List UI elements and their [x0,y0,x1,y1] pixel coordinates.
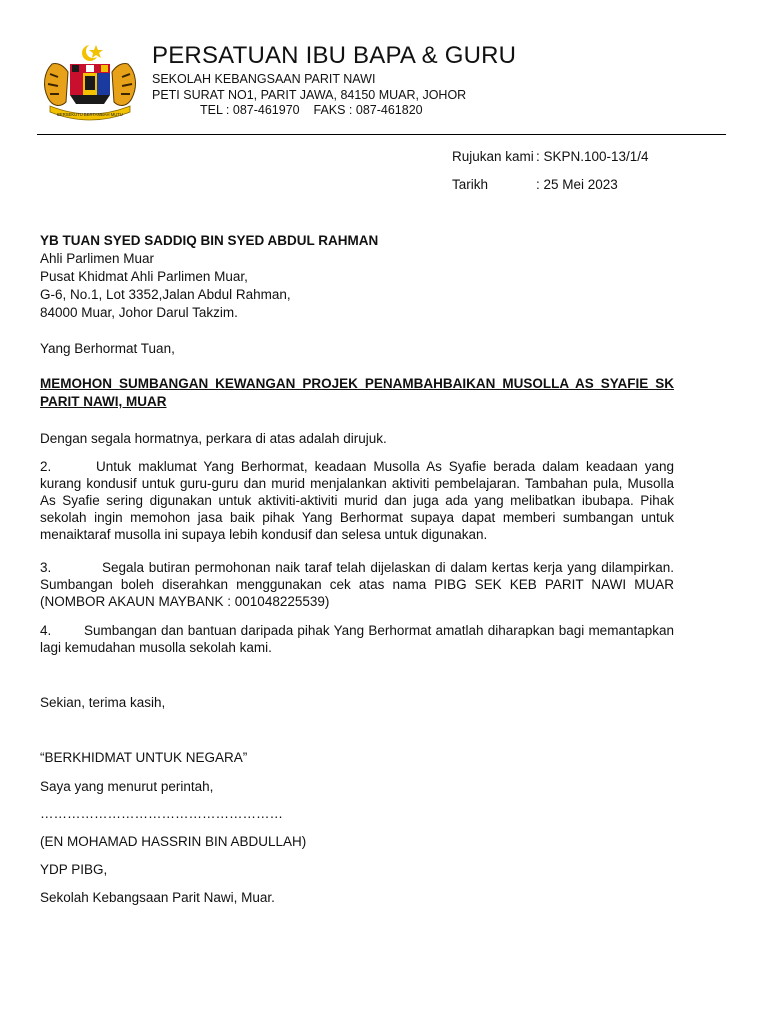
salutation: Yang Berhormat Tuan, [40,341,175,356]
paragraph-number: 3. [40,560,52,575]
reference-label: Rujukan kami [452,149,534,164]
paragraph-text: Untuk maklumat Yang Berhormat, keadaan Musolla As Syafie berada dalam keadaan yang kurang kondusif untuk guru-guru dan murid menjalankan aktiviti pembelajaran. Tambahan pula, Musolla As Syafie sering digunakan untuk aktiviti-aktiviti murid dan juga ada yang melibatkan ibubapa. Pihak sekolah ingin memohon jasa baik pihak Yang Berhormat supaya dapat memberi sumbangan untuk menaiktaraf musolla ini supaya lebih kondusif dan selesa untuk digunakan. [40,459,674,542]
paragraph-text: Segala butiran permohonan naik taraf telah dijelaskan di dalam kertas kerja yang dilampirkan. Sumbangan boleh diserahkan menggunakan cek atas nama PIBG SEK KEB PARIT NAWI MUAR (NOMBOR AKAUN MAYBANK : 001048225539) [40,560,674,609]
reference-value: : SKPN.100-13/1/4 [536,149,649,164]
body-paragraph [40,559,674,610]
body-paragraph [40,458,674,543]
closing-motto: “BERKHIDMAT UNTUK NEGARA” [40,750,248,765]
opening-line: Dengan segala hormatnya, perkara di atas adalah dirujuk. [40,431,387,446]
recipient-name: YB TUAN SYED SADDIQ BIN SYED ABDUL RAHMAN [40,233,379,248]
body-paragraph [40,622,674,656]
school-address: PETI SURAT NO1, PARIT JAWA, 84150 MUAR, JOHOR [152,88,467,102]
recipient-line: 84000 Muar, Johor Darul Takzim. [40,305,238,320]
paragraph-number: 2. [40,459,52,474]
school-contact: TEL : 087-461970 FAKS : 087-461820 [200,103,423,117]
signer-name: (EN MOHAMAD HASSRIN BIN ABDULLAH) [40,834,307,849]
signer-organisation: Sekolah Kebangsaan Parit Nawi, Muar. [40,890,275,905]
signature-line: ……………………………………………… [40,806,283,821]
svg-text:BERSEKUTU BERTAMBAH MUTU: BERSEKUTU BERTAMBAH MUTU [57,112,123,117]
date-value: : 25 Mei 2023 [536,177,618,192]
header-divider [37,134,726,135]
paragraph-text: Sumbangan dan bantuan daripada pihak Yang Berhormat amatlah diharapkan bagi memantapkan lagi kemudahan musolla sekolah kami. [40,623,674,655]
date-row [452,177,618,192]
org-name: PERSATUAN IBU BAPA & GURU [152,42,517,69]
paragraph-number: 4. [40,623,52,638]
school-name: SEKOLAH KEBANGSAAN PARIT NAWI [152,72,376,86]
recipient-line: Pusat Khidmat Ahli Parlimen Muar, [40,269,248,284]
recipient-line: G-6, No.1, Lot 3352,Jalan Abdul Rahman, [40,287,291,302]
sign-off: Saya yang menurut perintah, [40,779,214,794]
reference-row [452,149,649,164]
malaysia-coat-of-arms-icon [38,42,142,122]
signer-position: YDP PIBG, [40,862,108,877]
closing-thanks: Sekian, terima kasih, [40,695,166,710]
date-label: Tarikh [452,177,489,192]
letter-subject: MEMOHON SUMBANGAN KEWANGAN PROJEK PENAMBAHBAIKAN MUSOLLA AS SYAFIE SK PARIT NAWI, MUAR [40,376,674,409]
recipient-line: Ahli Parlimen Muar [40,251,155,266]
